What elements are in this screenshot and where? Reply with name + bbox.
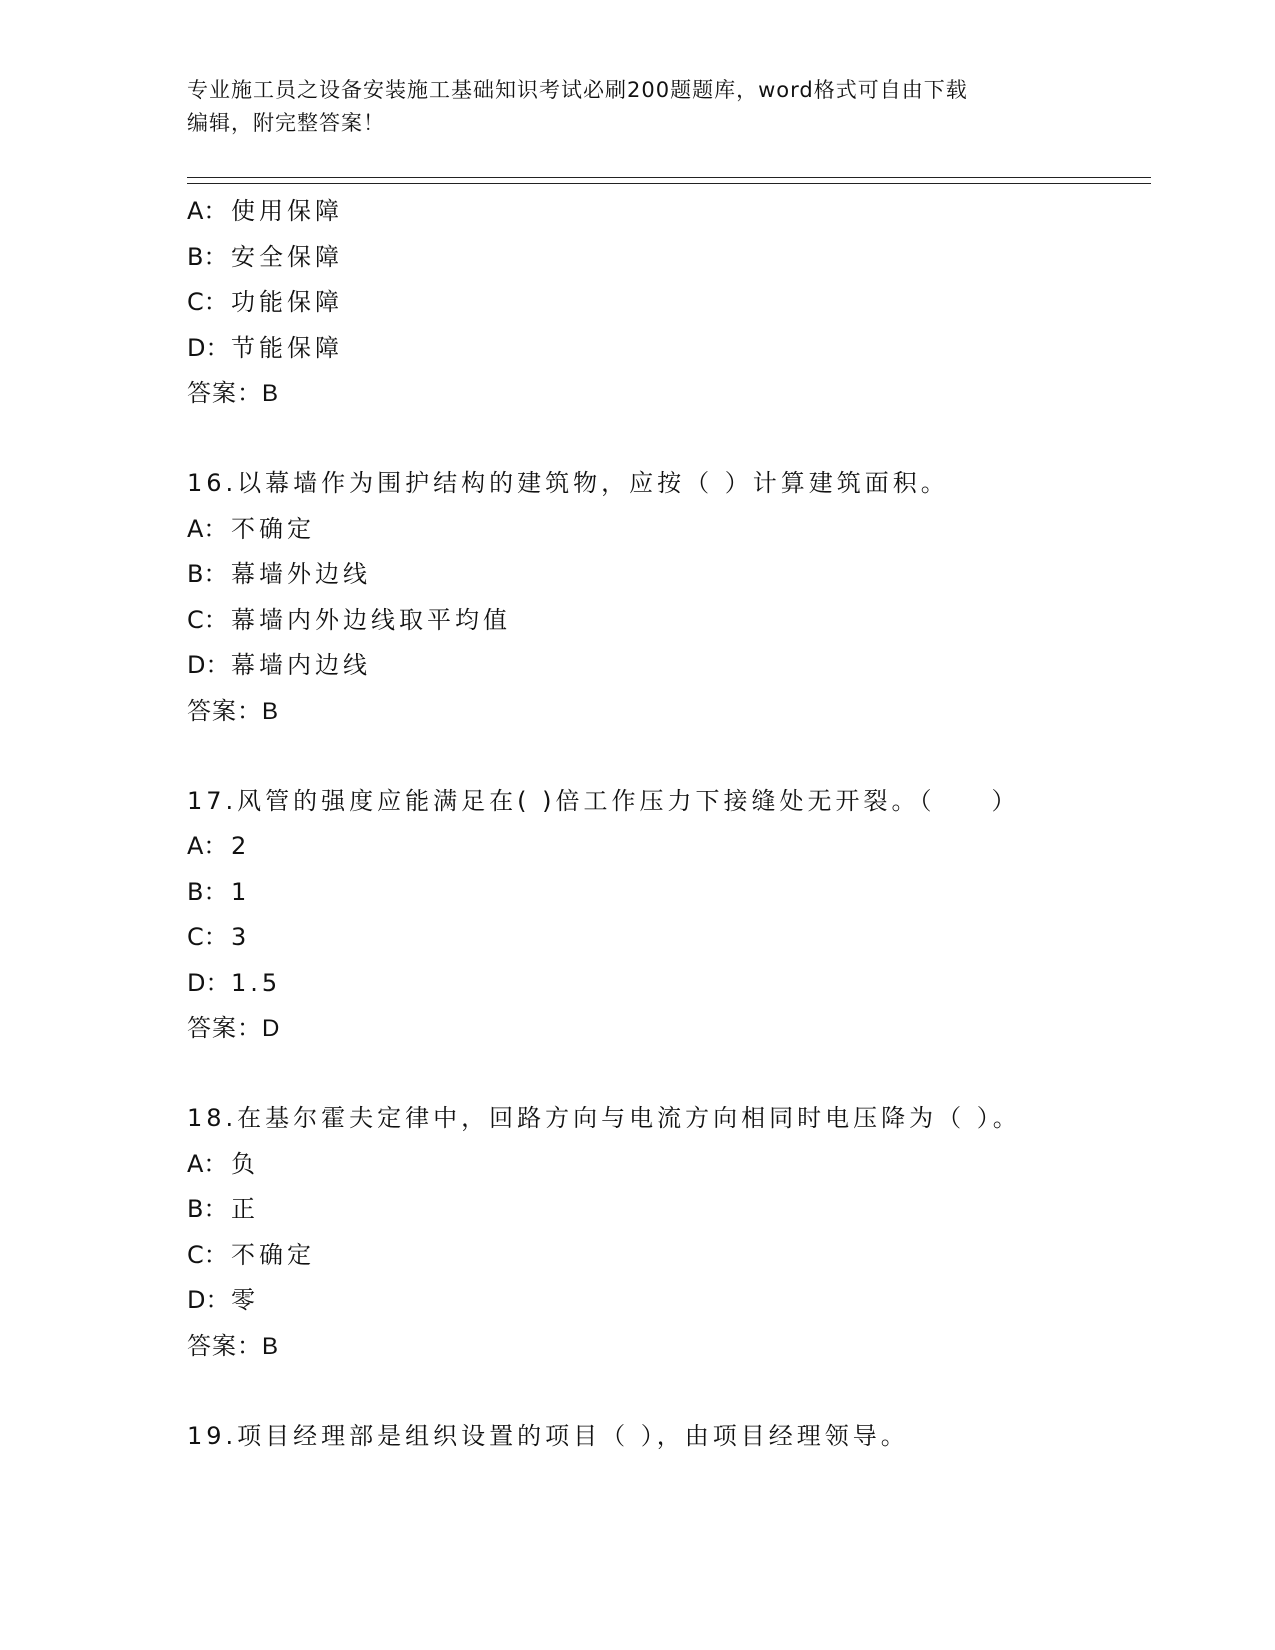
spacer <box>187 735 1147 779</box>
option-text: 幕墙内边线 <box>231 651 371 679</box>
option-text: 安全保障 <box>231 242 343 271</box>
answer-line: 答案：B <box>187 1332 280 1360</box>
option-text: 3 <box>231 923 251 951</box>
option-c <box>187 280 1147 326</box>
header-title-line-2: 编辑，附完整答案！ <box>187 111 385 135</box>
option-c <box>187 598 1147 644</box>
header-divider-bottom <box>187 183 1151 184</box>
question-17 <box>187 779 1147 1053</box>
answer-line: 答案：B <box>187 697 280 725</box>
option-text: 1.5 <box>231 968 282 997</box>
spacer <box>187 417 1147 461</box>
question-text: 19.项目经理部是组织设置的项目（ ），由项目经理领导。 <box>187 1421 909 1450</box>
option-label: B： <box>187 560 228 588</box>
option-d <box>187 643 1147 689</box>
option-label: C： <box>187 605 228 634</box>
question-19 <box>187 1414 1147 1460</box>
option-text: 幕墙外边线 <box>231 560 371 588</box>
option-label: B： <box>187 877 228 906</box>
option-text: 2 <box>231 832 251 860</box>
option-label: A： <box>187 832 228 860</box>
question-18 <box>187 1096 1147 1370</box>
option-label: A： <box>187 1149 228 1178</box>
question-16 <box>187 461 1147 735</box>
option-label: B： <box>187 1195 228 1223</box>
option-label: A： <box>187 197 228 225</box>
option-text: 使用保障 <box>231 197 343 225</box>
option-text: 正 <box>231 1195 259 1223</box>
option-a <box>187 189 1147 235</box>
option-b <box>187 870 1147 916</box>
option-label: C： <box>187 923 228 951</box>
option-label: C： <box>187 1240 228 1269</box>
question-list <box>187 189 1147 1459</box>
header-divider-top <box>187 177 1151 178</box>
option-b <box>187 1187 1147 1233</box>
option-label: D： <box>187 333 230 362</box>
document-header <box>187 74 1067 140</box>
answer-line: 答案：D <box>187 1015 281 1042</box>
option-b <box>187 235 1147 281</box>
option-text: 幕墙内外边线取平均值 <box>231 605 511 634</box>
option-a <box>187 1142 1147 1188</box>
option-text: 不确定 <box>231 514 315 543</box>
question-text: 17.风管的强度应能满足在( )倍工作压力下接缝处无开裂。（ ） <box>187 786 1020 815</box>
spacer <box>187 1370 1147 1414</box>
option-label: D： <box>187 651 230 679</box>
question-text: 16.以幕墙作为围护结构的建筑物，应按（ ）计算建筑面积。 <box>187 469 949 497</box>
option-text: 负 <box>231 1149 259 1178</box>
option-d <box>187 326 1147 372</box>
option-a <box>187 507 1147 553</box>
question-15 <box>187 189 1147 417</box>
option-text: 功能保障 <box>231 288 343 316</box>
option-text: 1 <box>231 877 251 906</box>
option-c <box>187 1233 1147 1279</box>
option-text: 不确定 <box>231 1240 315 1269</box>
option-label: D： <box>187 968 230 997</box>
option-label: B： <box>187 242 228 271</box>
option-b <box>187 552 1147 598</box>
option-d <box>187 961 1147 1007</box>
option-d <box>187 1278 1147 1324</box>
option-text: 节能保障 <box>231 333 343 362</box>
question-text: 18.在基尔霍夫定律中，回路方向与电流方向相同时电压降为（ ）。 <box>187 1104 1021 1132</box>
answer-line: 答案：B <box>187 380 280 407</box>
option-label: D： <box>187 1286 230 1314</box>
option-label: C： <box>187 288 228 316</box>
option-a <box>187 824 1147 870</box>
option-label: A： <box>187 514 228 543</box>
spacer <box>187 1052 1147 1096</box>
header-title-line-1: 专业施工员之设备安装施工基础知识考试必刷200题题库，word格式可自由下载 <box>187 78 968 102</box>
option-c <box>187 915 1147 961</box>
option-text: 零 <box>231 1286 259 1314</box>
